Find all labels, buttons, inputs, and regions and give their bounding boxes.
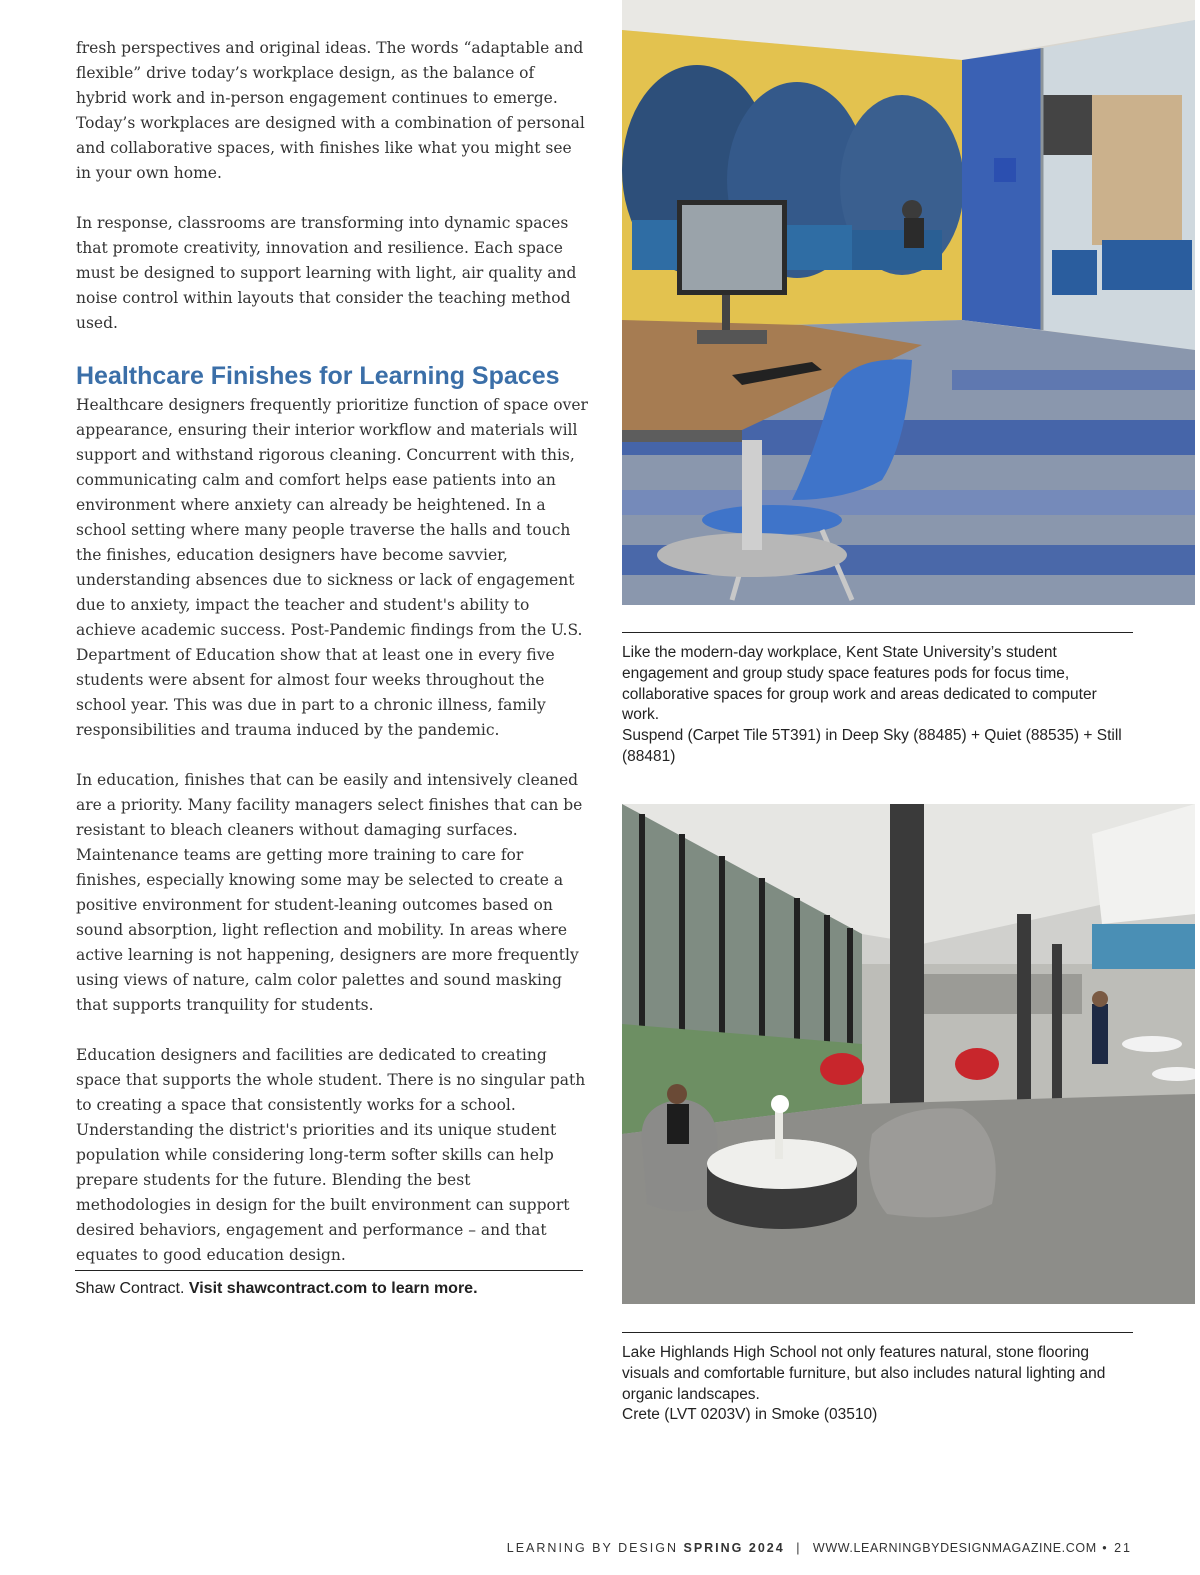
body-paragraph: Healthcare designers frequently prioritize function of space over appearance, ensuring their interior workflow and materials will support and withstand rigorous cleaning. Concurrent with this, communicating calm and comfort helps ease patients into an environment where anxiety can already be heightened. In a school setting where many people traverse the halls and touch the finishes, education designers have become savvier, understanding absences due to sickness or lack of engagement due to anxiety, impact the teacher and student's ability to achieve academic success. Post-Pandemic findings from the U.S. Department of Education show that at least one in every five students were absent for almost four weeks throughout the school year. This was due in part to a chronic illness, family responsibilities and trauma induced by the pandemic. — [76, 396, 588, 739]
caption-product: Crete (LVT 0203V) in Smoke (03510) — [622, 1406, 878, 1424]
photo-lobby — [622, 804, 1195, 1304]
body-paragraph: In education, finishes that can be easily and intensively cleaned are a priority. Many facility managers select finishes that can be resistant to bleach cleaners without damaging surfaces. Maintenance teams are getting more training to care for finishes, especially knowing some may be selected to create a positive environment for student-leaning outcomes based on sound absorption, light reflection and mobility. In areas where active learning is not happening, designers are more frequently using views of nature, calm color palettes and sound masking that supports tranquility for students. — [76, 771, 583, 1014]
caption-photo-1 — [622, 643, 1137, 768]
body-paragraph: fresh perspectives and original ideas. The words “adaptable and flexible” drive today’s workplace design, as the balance of hybrid work and in-person engagement continues to emerge. Today’s workplaces are designed with a combination of personal and collaborative spaces, with finishes like what you might see in your own home. — [76, 39, 585, 182]
body-paragraph: In response, classrooms are transforming into dynamic spaces that promote creativity, innovation and resilience. Each space must be designed to support learning with light, air quality and noise control within layouts that consider the teaching method used. — [76, 214, 577, 332]
caption-photo-2 — [622, 1343, 1137, 1426]
footer-bullet: • — [1102, 1541, 1109, 1555]
article-body — [76, 36, 588, 1293]
website-link[interactable]: WWW.LEARNINGBYDESIGNMAGAZINE.COM — [812, 1541, 1097, 1555]
page-footer — [507, 1541, 1132, 1555]
photo-study-space — [622, 0, 1195, 605]
section-heading: Healthcare Finishes for Learning Spaces — [76, 362, 560, 390]
caption-divider — [622, 1332, 1133, 1333]
page-number: 21 — [1114, 1541, 1132, 1555]
caption-text: Lake Highlands High School not only features natural, stone flooring visuals and comfortable furniture, but also includes natural lighting and organic landscapes. — [622, 1344, 1106, 1403]
body-paragraph: Education designers and facilities are dedicated to creating space that supports the whole student. There is no singular path to creating a space that consistently works for a school. Understanding the district's priorities and its unique student population while considering long-term softer skills can help prepare students for the future. Blending the best methodologies in design for the built environment can support desired behaviors, engagement and performance – and that equates to good education design. — [76, 1046, 586, 1264]
credit-divider — [75, 1270, 583, 1271]
credit-prefix: Shaw Contract. — [75, 1280, 185, 1297]
caption-divider — [622, 632, 1133, 633]
credit-link[interactable]: Visit shawcontract.com to learn more. — [188, 1280, 478, 1297]
caption-text: Like the modern-day workplace, Kent State University’s student engagement and group study space features pods for focus time, collaborative spaces for group work and areas dedicated to computer work. — [622, 644, 1097, 724]
caption-product: Suspend (Carpet Tile 5T391) in Deep Sky (88485) + Quiet (88535) + Still (88481) — [622, 727, 1122, 765]
footer-separator: | — [796, 1541, 802, 1555]
credit-line — [75, 1280, 478, 1298]
publication-name: LEARNING BY DESIGN — [506, 1541, 678, 1555]
issue-label: SPRING 2024 — [683, 1541, 785, 1555]
